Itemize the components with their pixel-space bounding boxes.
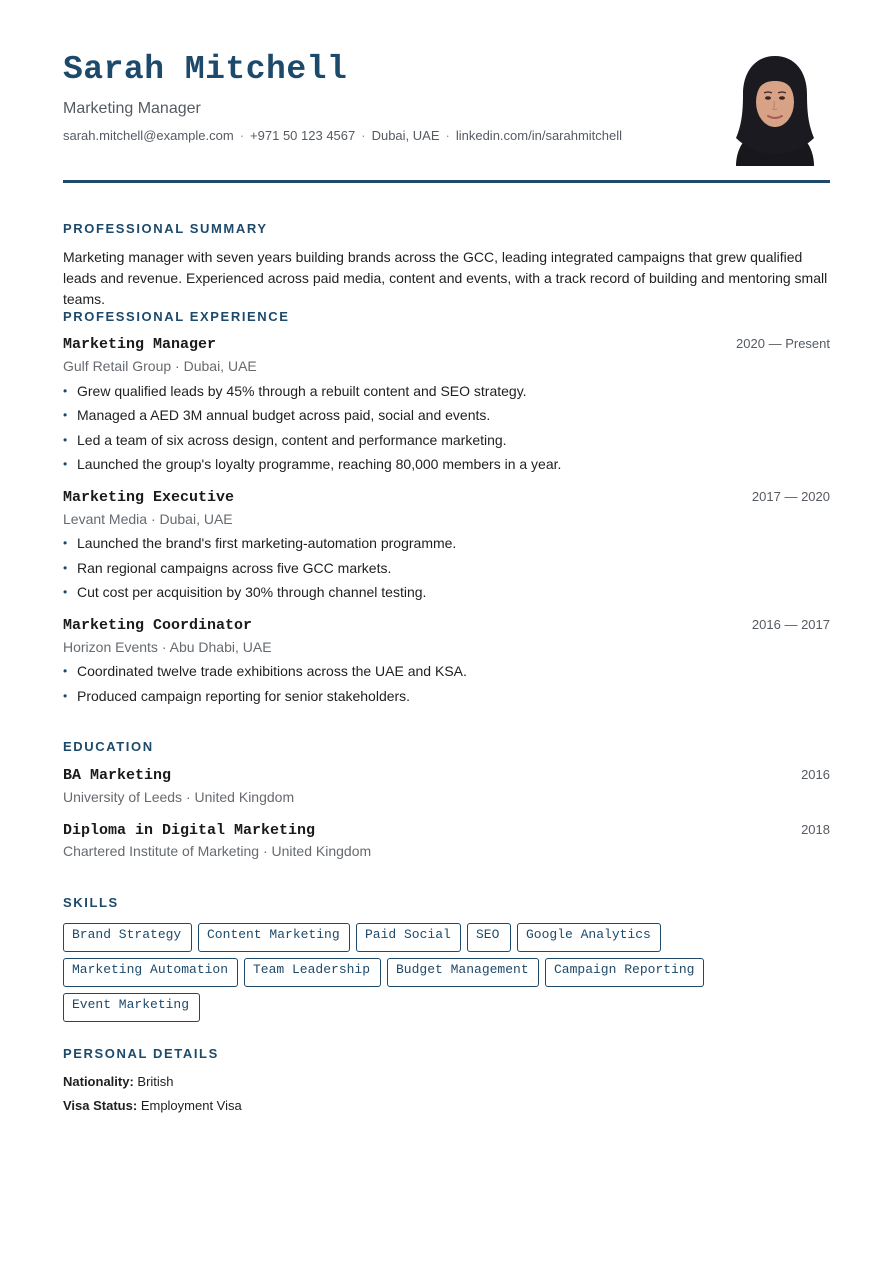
job-dates: 2020 — Present — [736, 336, 830, 351]
job-dates: 2016 — 2017 — [751, 617, 830, 632]
section-heading-personal: PERSONAL DETAILS — [63, 1046, 219, 1061]
visa-status-label: Visa Status: — [63, 1098, 138, 1113]
contact-separator: · — [361, 128, 366, 143]
summary-text: Marketing manager with seven years building brands across the GCC, leading integrated campaigns that grew qualified leads and revenue. Experienced across paid media, content and events, with a track record of building and mentoring small teams. — [63, 249, 828, 307]
contact-separator: · — [445, 128, 450, 143]
education-school: University of Leeds · United Kingdom — [63, 789, 295, 805]
job-title: Marketing Coordinator — [63, 617, 253, 634]
bullet-icon: • — [63, 457, 68, 471]
bullet-icon: • — [63, 433, 68, 447]
education-degree: Diploma in Digital Marketing — [63, 822, 316, 839]
contact-location: Dubai, UAE — [371, 128, 440, 143]
candidate-name: Sarah Mitchell — [63, 51, 348, 88]
profile-photo — [730, 54, 820, 166]
bullet-icon: • — [63, 664, 68, 678]
section-heading-experience: PROFESSIONAL EXPERIENCE — [63, 309, 290, 324]
bullet-icon: • — [63, 408, 68, 422]
contact-email[interactable]: sarah.mitchell@example.com — [63, 128, 234, 143]
job-organization: Levant Media · Dubai, UAE — [63, 511, 233, 527]
contact-separator: · — [239, 128, 245, 143]
job-title: Marketing Manager — [63, 336, 217, 353]
section-heading-skills: SKILLS — [63, 895, 119, 910]
skill-tag: Marketing Automation — [63, 958, 238, 987]
visa-status-value: Employment Visa — [140, 1098, 242, 1113]
candidate-role: Marketing Manager — [63, 100, 201, 117]
education-degree: BA Marketing — [63, 767, 172, 784]
skill-tag: Team Leadership — [244, 958, 381, 987]
bullet-icon: • — [63, 536, 68, 550]
section-heading-summary: PROFESSIONAL SUMMARY — [63, 221, 268, 236]
job-organization: Horizon Events · Abu Dhabi, UAE — [63, 639, 272, 655]
bullet-icon: • — [63, 689, 68, 703]
education-school: Chartered Institute of Marketing · United Kingdom — [63, 843, 372, 859]
education-year: 2018 — [801, 822, 830, 837]
job-dates: 2017 — 2020 — [751, 489, 830, 504]
skill-tag: Paid Social — [356, 923, 461, 952]
contact-linkedin[interactable]: linkedin.com/in/sarahmitchell — [455, 128, 623, 143]
skill-tag: Budget Management — [387, 958, 539, 987]
skill-tag: SEO — [467, 923, 511, 952]
job-organization: Gulf Retail Group · Dubai, UAE — [63, 358, 257, 374]
contact-phone[interactable]: +971 50 123 4567 — [250, 128, 356, 143]
skill-tag: Google Analytics — [517, 923, 661, 952]
skill-tag: Event Marketing — [63, 993, 200, 1022]
header-divider — [63, 180, 830, 183]
nationality-label: Nationality: — [63, 1074, 134, 1089]
section-heading-education: EDUCATION — [63, 739, 154, 754]
nationality-value: British — [137, 1074, 174, 1089]
bullet-icon: • — [63, 585, 68, 599]
visa-status-row — [63, 1097, 242, 1114]
skill-tag: Campaign Reporting — [545, 958, 704, 987]
job-title: Marketing Executive — [63, 489, 235, 506]
skill-tag: Content Marketing — [198, 923, 350, 952]
bullet-icon: • — [63, 384, 68, 398]
bullet-icon: • — [63, 561, 68, 575]
nationality-row — [63, 1073, 174, 1090]
education-year: 2016 — [801, 767, 830, 782]
contact-line — [63, 127, 622, 144]
skill-tag: Brand Strategy — [63, 923, 192, 952]
